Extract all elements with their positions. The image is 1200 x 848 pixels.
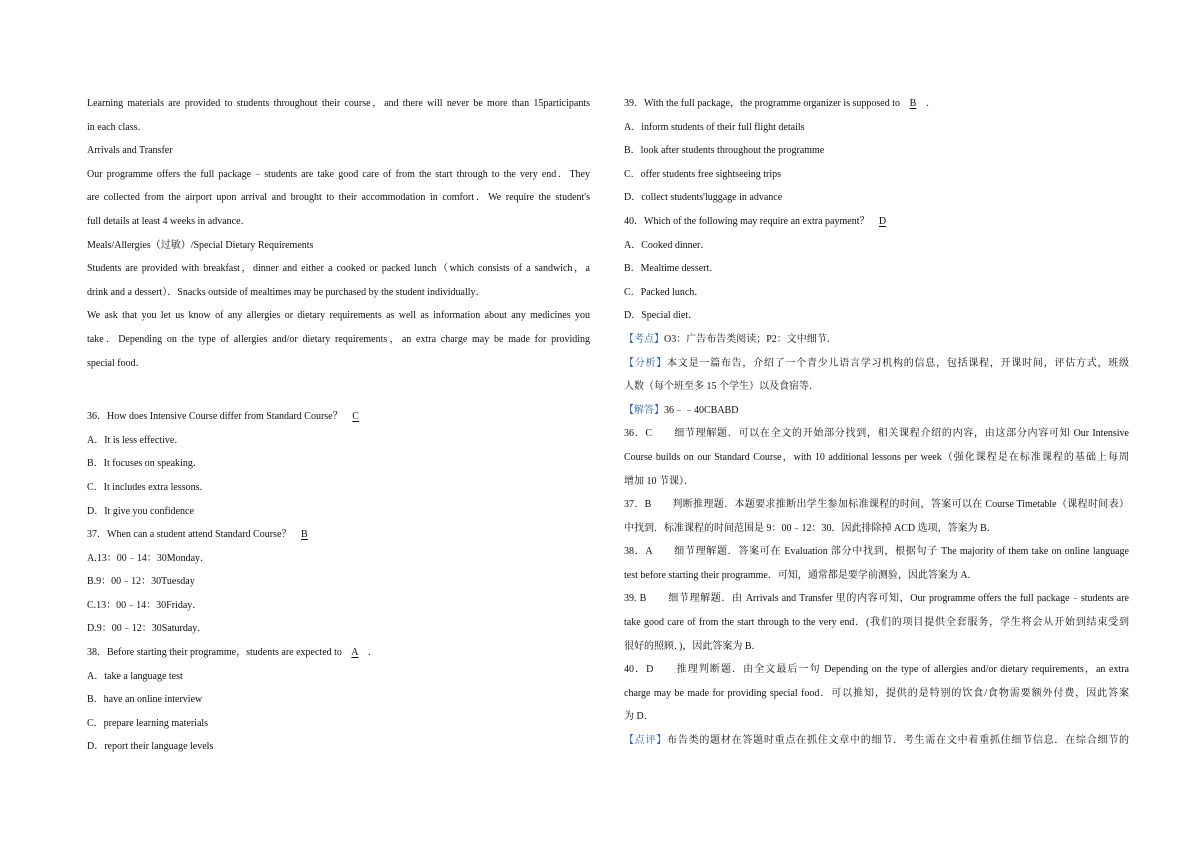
passage-line: in each class． — [87, 121, 148, 133]
option: C.13：00﹣14：30Friday． — [87, 599, 203, 611]
explanation-line: 为 D． — [624, 711, 654, 723]
dianping-line — [624, 729, 1129, 753]
right-column — [624, 92, 1129, 753]
fenxi-line — [624, 352, 1129, 376]
answer-blank: C — [352, 411, 359, 423]
option: D．It give you confidence — [87, 505, 194, 517]
question-tail: ． — [367, 647, 378, 659]
kaodian-text: O3：广告布告类阅读；P2：文中细节． — [664, 333, 837, 345]
question-text: 37．When can a student attend Standard Course？ — [87, 529, 292, 541]
option: C．It includes extra lessons． — [87, 481, 210, 493]
fenxi-text: 本文是一篇布告，介绍了一个青少儿语言学习机构的信息，包括课程，开课时间，评估方式，班级 — [667, 357, 1129, 369]
passage-line: special food． — [87, 357, 146, 369]
passage-line: Students are provided with breakfast，dinner and either a cooked or packed lunch（which consists of a sandwich，a — [87, 263, 590, 275]
jieda-tag: 【解答】 — [624, 404, 664, 416]
passage-line: Learning materials are provided to students throughout their course，and there will never be more than 15participants — [87, 98, 590, 109]
passage-line: take．Depending on the type of allergies and/or dietary requirements，an extra charge may be made for providing — [87, 333, 590, 345]
option: C．prepare learning materials — [87, 717, 209, 729]
fenxi-line-2: 人数（每个班至多 15 个学生）以及食宿等． — [624, 381, 819, 393]
explanation-line: 37．B 判断推理题．本题要求推断出学生参加标准课程的时间，答案可以在 Course Timetable（课程时间表） — [624, 499, 1129, 511]
question-40 — [624, 210, 1129, 234]
question-text: 36．How does Intensive Course differ from Standard Course？ — [87, 411, 343, 423]
option: C．offer students free sightseeing trips — [624, 168, 782, 180]
left-column — [87, 92, 590, 759]
question-text: 38．Before starting their programme，students are expected to — [87, 647, 342, 659]
explanation-line: charge may be made for providing special food．可以推知，提供的是特别的饮食/食物需要额外付费，因此答案 — [624, 687, 1129, 699]
option: A．It is less effective． — [87, 434, 185, 446]
question-37 — [87, 523, 590, 547]
jieda-text: 36﹣﹣40CBABD — [664, 404, 739, 416]
passage-line: We ask that you let us know of any allergies or dietary requirements as well as information about any medicines you — [87, 310, 590, 322]
option: B．have an online interview — [87, 694, 203, 706]
explanation-line: 38．A 细节理解题．答案可在 Evaluation 部分中找到，根据句子 The majority of them take on online language — [624, 546, 1129, 558]
explanation-line: 40．D 推理判断题．由全文最后一句 Depending on the type of allergies and/or dietary requirements，an extra — [624, 664, 1129, 676]
explanation-line: test before starting their programme．可知，通常都是要学前测验，因此答案为 A． — [624, 569, 978, 581]
question-text: 40．Which of the following may require an extra payment？ — [624, 215, 870, 227]
option: B．Mealtime dessert． — [624, 263, 720, 275]
explanation-line: 中找到．标准课程的时间范围是 9：00﹣12：30．因此排除掉 ACD 选项，答案为 B． — [624, 522, 997, 534]
explanation-line: 39. B 细节理解题．由 Arrivals and Transfer 里的内容可知，Our programme offers the full package﹣students are — [624, 593, 1129, 605]
question-38 — [87, 641, 590, 665]
passage-line: drink and a dessert）．Snacks outside of mealtimes may be purchased by the student individually． — [87, 286, 486, 298]
question-text: 39．With the full package，the programme organizer is supposed to — [624, 98, 901, 109]
answer-blank: B — [909, 98, 917, 109]
option: A．take a language test — [87, 670, 183, 682]
kaodian-tag: 【考点】 — [624, 333, 664, 345]
question-36 — [87, 405, 590, 429]
option: C．Packed lunch． — [624, 286, 705, 298]
dianping-text: 布告类的题材在答题时重点在抓住文章中的细节．考生需在文中着重抓住细节信息．在综合细节的 — [667, 735, 1129, 747]
option: D．collect students'luggage in advance — [624, 192, 783, 204]
passage-line: are collected from the airport upon arrival and brought to their accommodation in comfort．We require the student's — [87, 192, 590, 204]
option: D.9：00﹣12：30Saturday． — [87, 623, 208, 635]
question-tail: ． — [926, 98, 937, 109]
explanation-line: 36．C 细节理解题．可以在全文的开始部分找到，相关课程介绍的内容，由这部分内容可知 Our Intensive — [624, 428, 1129, 440]
explanation-line: take good care of from the start through to the very end．(我们的项目提供全套服务，学生将会从开始到结束受到 — [624, 617, 1129, 629]
option: A．inform students of their full flight details — [624, 121, 805, 133]
section-heading-arrivals: Arrivals and Transfer — [87, 145, 173, 157]
section-heading-meals: Meals/Allergies（过敏）/Special Dietary Requirements — [87, 239, 314, 251]
fenxi-tag: 【分析】 — [624, 357, 668, 369]
answer-blank: D — [878, 215, 887, 227]
kaodian-line — [624, 328, 1129, 352]
explanation-line: 很好的照顾．)，因此答案为 B． — [624, 640, 762, 652]
option: A.13：00﹣14：30Monday． — [87, 552, 211, 564]
passage-line: full details at least 4 weeks in advance． — [87, 215, 251, 227]
option: B．It focuses on speaking． — [87, 458, 203, 470]
dianping-tag: 【点评】 — [624, 735, 668, 747]
explanation-line: Course builds on our Standard Course，with 10 additional lessons per week（强化课程是在标准课程的基础上每周 — [624, 451, 1129, 463]
option: D．report their language levels — [87, 741, 214, 753]
answer-blank: B — [301, 529, 308, 541]
option: B．look after students throughout the programme — [624, 145, 825, 157]
question-39 — [624, 92, 1129, 116]
option: D．Special diet． — [624, 310, 699, 322]
option: A．Cooked dinner． — [624, 239, 711, 251]
explanation-line: 增加 10 节课）． — [624, 475, 694, 487]
option: B.9：00﹣12：30Tuesday — [87, 576, 195, 588]
answer-blank: A — [351, 647, 359, 659]
passage-line: Our programme offers the full package﹣students are take good care of from the start through to the very end．They — [87, 168, 590, 180]
jieda-line — [624, 399, 1129, 423]
